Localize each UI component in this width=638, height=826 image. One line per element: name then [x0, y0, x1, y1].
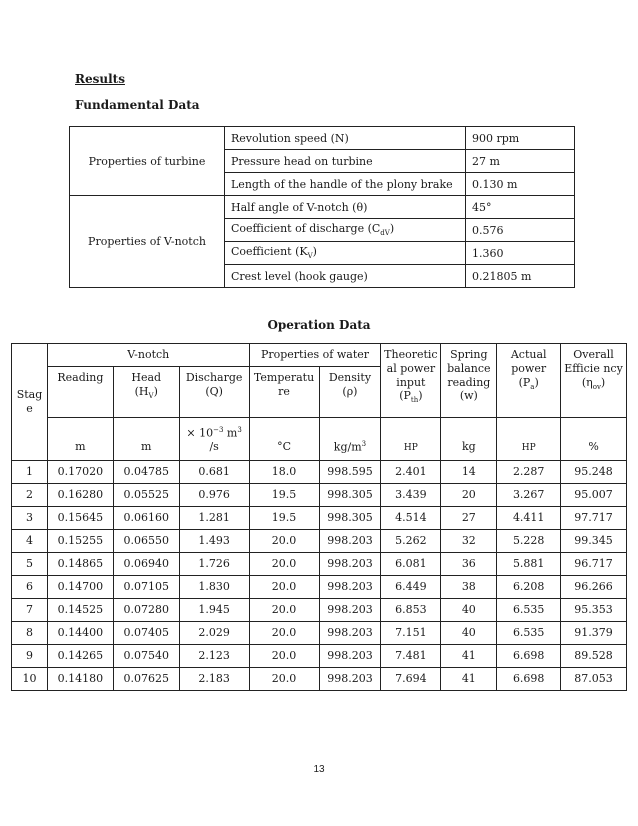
table-cell: 998.595 — [319, 461, 381, 484]
table-cell: 0.14700 — [47, 576, 113, 599]
table-cell: 1.726 — [179, 553, 249, 576]
table-cell: 1.360 — [466, 242, 575, 265]
stage-cell: 8 — [12, 622, 48, 645]
stage-cell: 10 — [12, 668, 48, 691]
table-cell: 20.0 — [249, 530, 319, 553]
table-cell: 6.208 — [497, 576, 561, 599]
table-cell: 20 — [441, 484, 497, 507]
table-cell: 19.5 — [249, 484, 319, 507]
table-cell: 5.881 — [497, 553, 561, 576]
table-cell: 998.203 — [319, 622, 381, 645]
table-row — [12, 645, 627, 668]
table-cell: 0.07280 — [113, 599, 179, 622]
table-cell: 0.14180 — [47, 668, 113, 691]
table-cell: 41 — [441, 645, 497, 668]
table-cell: 5.262 — [381, 530, 441, 553]
unit-cell: HP — [497, 418, 561, 461]
unit-cell: HP — [381, 418, 441, 461]
table-cell: 0.17020 — [47, 461, 113, 484]
operation-data-body — [12, 461, 627, 691]
table-cell: 0.06160 — [113, 507, 179, 530]
table-cell: 998.203 — [319, 599, 381, 622]
table-cell: 0.14525 — [47, 599, 113, 622]
temperature-header: Temperatu re — [249, 367, 319, 418]
reading-header: Reading — [47, 367, 113, 418]
table-cell: Length of the handle of the plony brake — [225, 173, 466, 196]
table-cell: 7.694 — [381, 668, 441, 691]
discharge-header: Discharge (Q) — [179, 367, 249, 418]
table-cell: 0.976 — [179, 484, 249, 507]
table-cell: Pressure head on turbine — [225, 150, 466, 173]
table-cell: 91.379 — [561, 622, 627, 645]
table-cell: 97.717 — [561, 507, 627, 530]
spring-balance-header: Spring balance reading (w) — [441, 344, 497, 418]
vnotch-header: V-notch — [47, 344, 249, 367]
table-cell: 998.203 — [319, 553, 381, 576]
table-cell: 0.15645 — [47, 507, 113, 530]
units-row — [12, 418, 627, 461]
vnotch-group-label: Properties of V-notch — [70, 196, 225, 288]
table-cell: 1.493 — [179, 530, 249, 553]
table-cell: 0.16280 — [47, 484, 113, 507]
fundamental-data-heading: Fundamental Data — [75, 98, 200, 112]
table-row — [12, 599, 627, 622]
table-cell: 0.21805 m — [466, 265, 575, 288]
table-cell: 87.053 — [561, 668, 627, 691]
table-cell: 3.267 — [497, 484, 561, 507]
table-cell: 6.535 — [497, 599, 561, 622]
table-cell: 20.0 — [249, 576, 319, 599]
density-header: Density (ρ) — [319, 367, 381, 418]
table-cell: 0.07405 — [113, 622, 179, 645]
fundamental-data-table — [69, 126, 575, 288]
table-cell: 998.203 — [319, 668, 381, 691]
results-heading: Results — [75, 72, 125, 86]
table-cell: 40 — [441, 622, 497, 645]
table-cell: 2.183 — [179, 668, 249, 691]
table-cell: 6.081 — [381, 553, 441, 576]
table-cell: Coefficient of discharge $(C_{dV})$ — [225, 219, 466, 242]
table-cell: 0.15255 — [47, 530, 113, 553]
table-cell: Coefficient $(K_V)$ — [225, 242, 466, 265]
unit-cell: °C — [249, 418, 319, 461]
table-cell: 998.305 — [319, 484, 381, 507]
unit-cell: m — [113, 418, 179, 461]
table-cell: 14 — [441, 461, 497, 484]
table-cell: 32 — [441, 530, 497, 553]
table-cell: 0.14265 — [47, 645, 113, 668]
table-cell: 45° — [466, 196, 575, 219]
table-cell: 0.14400 — [47, 622, 113, 645]
table-cell: 95.007 — [561, 484, 627, 507]
table-cell: 0.14865 — [47, 553, 113, 576]
unit-cell: × $10^{-3}$ $m^3$ /s — [179, 418, 249, 461]
stage-cell: 2 — [12, 484, 48, 507]
table-row — [12, 461, 627, 484]
table-cell: 99.345 — [561, 530, 627, 553]
operation-data-heading: Operation Data — [267, 318, 371, 332]
efficiency-header: Overall Efficie ncy $(\eta_{ov})$ — [561, 344, 627, 418]
table-row — [12, 530, 627, 553]
table-cell: 0.06550 — [113, 530, 179, 553]
table-cell: 0.04785 — [113, 461, 179, 484]
table-cell: Half angle of V-notch (θ) — [225, 196, 466, 219]
table-row — [12, 668, 627, 691]
water-properties-header: Properties of water — [249, 344, 381, 367]
table-cell: 5.228 — [497, 530, 561, 553]
table-cell: 3.439 — [381, 484, 441, 507]
table-cell: 6.698 — [497, 668, 561, 691]
table-cell: 38 — [441, 576, 497, 599]
header-row — [12, 344, 627, 367]
stage-cell: 1 — [12, 461, 48, 484]
stage-header: Stag e — [12, 344, 48, 461]
table-row — [12, 484, 627, 507]
table-cell: 89.528 — [561, 645, 627, 668]
stage-cell: 6 — [12, 576, 48, 599]
table-row — [12, 507, 627, 530]
unit-cell: % — [561, 418, 627, 461]
table-cell: 18.0 — [249, 461, 319, 484]
table-cell: 20.0 — [249, 668, 319, 691]
table-cell: 96.266 — [561, 576, 627, 599]
table-cell: 20.0 — [249, 645, 319, 668]
table-cell: Crest level (hook gauge) — [225, 265, 466, 288]
stage-cell: 9 — [12, 645, 48, 668]
table-row — [12, 622, 627, 645]
table-cell: 6.698 — [497, 645, 561, 668]
table-cell: 96.717 — [561, 553, 627, 576]
table-cell: 7.481 — [381, 645, 441, 668]
table-cell: 0.05525 — [113, 484, 179, 507]
table-cell: 998.305 — [319, 507, 381, 530]
table-row — [12, 553, 627, 576]
table-cell: 41 — [441, 668, 497, 691]
table-cell: 4.411 — [497, 507, 561, 530]
table-cell: 40 — [441, 599, 497, 622]
table-cell: 6.853 — [381, 599, 441, 622]
table-cell: Revolution speed (N) — [225, 127, 466, 150]
table-cell: 998.203 — [319, 576, 381, 599]
stage-cell: 7 — [12, 599, 48, 622]
table-cell: 1.281 — [179, 507, 249, 530]
page-number: 13 — [313, 764, 325, 775]
table-cell: 20.0 — [249, 622, 319, 645]
unit-cell: kg — [441, 418, 497, 461]
unit-cell: m — [47, 418, 113, 461]
turbine-group-label: Properties of turbine — [70, 127, 225, 196]
table-cell: 6.535 — [497, 622, 561, 645]
table-cell: 27 m — [466, 150, 575, 173]
table-cell: 1.830 — [179, 576, 249, 599]
table-cell: 0.130 m — [466, 173, 575, 196]
table-cell: 27 — [441, 507, 497, 530]
actual-power-header: Actual power $(P_a)$ — [497, 344, 561, 418]
table-cell: 20.0 — [249, 553, 319, 576]
table-row — [70, 127, 575, 150]
table-cell: 20.0 — [249, 599, 319, 622]
table-cell: 7.151 — [381, 622, 441, 645]
table-cell: 19.5 — [249, 507, 319, 530]
table-cell: 0.681 — [179, 461, 249, 484]
table-cell: 0.06940 — [113, 553, 179, 576]
table-cell: 998.203 — [319, 645, 381, 668]
table-cell: 0.576 — [466, 219, 575, 242]
stage-cell: 4 — [12, 530, 48, 553]
table-row — [70, 196, 575, 219]
theoretical-power-header: Theoretic al power input $(P_{th})$ — [381, 344, 441, 418]
table-cell: 2.287 — [497, 461, 561, 484]
table-cell: 36 — [441, 553, 497, 576]
table-cell: 2.123 — [179, 645, 249, 668]
unit-cell: $kg/m^3$ — [319, 418, 381, 461]
table-cell: 900 rpm — [466, 127, 575, 150]
table-cell: 4.514 — [381, 507, 441, 530]
head-header: Head $(H_V)$ — [113, 367, 179, 418]
table-cell: 6.449 — [381, 576, 441, 599]
operation-data-table — [11, 343, 627, 691]
table-row — [12, 576, 627, 599]
stage-cell: 5 — [12, 553, 48, 576]
table-cell: 0.07105 — [113, 576, 179, 599]
table-cell: 95.248 — [561, 461, 627, 484]
table-cell: 0.07625 — [113, 668, 179, 691]
table-cell: 95.353 — [561, 599, 627, 622]
table-cell: 998.203 — [319, 530, 381, 553]
table-cell: 1.945 — [179, 599, 249, 622]
stage-cell: 3 — [12, 507, 48, 530]
table-cell: 0.07540 — [113, 645, 179, 668]
table-cell: 2.029 — [179, 622, 249, 645]
table-cell: 2.401 — [381, 461, 441, 484]
